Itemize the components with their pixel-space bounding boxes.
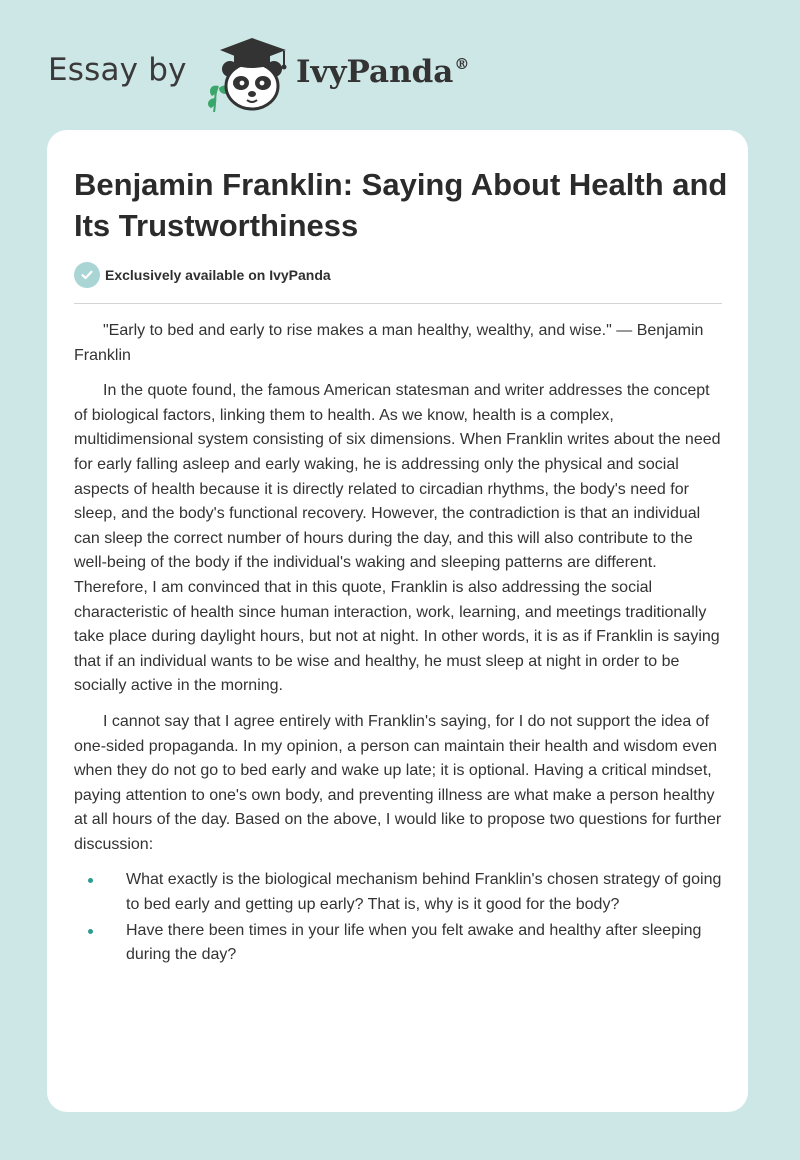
discussion-questions (74, 868, 726, 967)
list-item (74, 919, 726, 968)
registered-mark: ® (454, 54, 470, 73)
exclusive-badge-label: Exclusively available on IvyPanda (105, 267, 331, 283)
check-circle-icon (74, 262, 100, 288)
brand-name[interactable] (296, 54, 469, 90)
bullet-dot-icon (88, 929, 93, 934)
quote-paragraph: "Early to bed and early to rise makes a man healthy, wealthy, and wise." — Benjamin Franklin (74, 322, 704, 364)
opinion-paragraph: I cannot say that I agree entirely with Franklin's saying, for I do not support the idea of one-sided propaganda. In my opinion, a person can maintain their health and wisdom even when they do not go to bed early and wake up late; it is optional. Having a critical mindset, paying attention to one's own body, and preventing illness are what make a person healthy at all hours of the day. Based on the above, I would like to propose two questions for further discussion: (74, 712, 722, 853)
bullet-dot-icon (88, 878, 93, 883)
exclusive-badge (74, 262, 331, 288)
essay-by-label: Essay by (48, 52, 187, 88)
essay-card (47, 130, 748, 1112)
analysis-paragraph: In the quote found, the famous American statesman and writer addresses the concept of biological factors, linking them to health. As we know, health is a complex, multidimensional system consisting of six dimensions. When Franklin writes about the need for early falling asleep and early waking, he is addressing only the physical and social aspects of health because it is directly related to circadian rhythms, the body's need for sleep, and the body's functional recovery. However, the contradiction is that an individual can sleep the correct number of hours during the day, and this will also contribute to the well-being of the body if the individual's waking and sleeping patterns are different. Therefore, I am convinced that in this quote, Franklin is also addressing the social characteristic of health since human interaction, work, learning, and meetings traditionally take place during daylight hours, but not at night. In other words, it is as if Franklin is saying that if an individual wants to be wise and healthy, he must sleep at night in order to be socially active in the morning. (74, 382, 721, 695)
list-item (74, 868, 726, 917)
brand-name-text: IvyPanda (296, 54, 454, 90)
title-divider (74, 303, 722, 304)
question-text: Have there been times in your life when you felt awake and healthy after sleeping during the day? (126, 921, 702, 964)
question-text: What exactly is the biological mechanism behind Franklin's chosen strategy of going to bed early and getting up early? That is, why is it good for the body? (126, 871, 722, 914)
panda-graduate-icon (202, 36, 298, 112)
essay-title: Benjamin Franklin: Saying About Health and Its Trustworthiness (74, 167, 728, 243)
essay-body (74, 319, 726, 969)
site-header (48, 36, 748, 116)
